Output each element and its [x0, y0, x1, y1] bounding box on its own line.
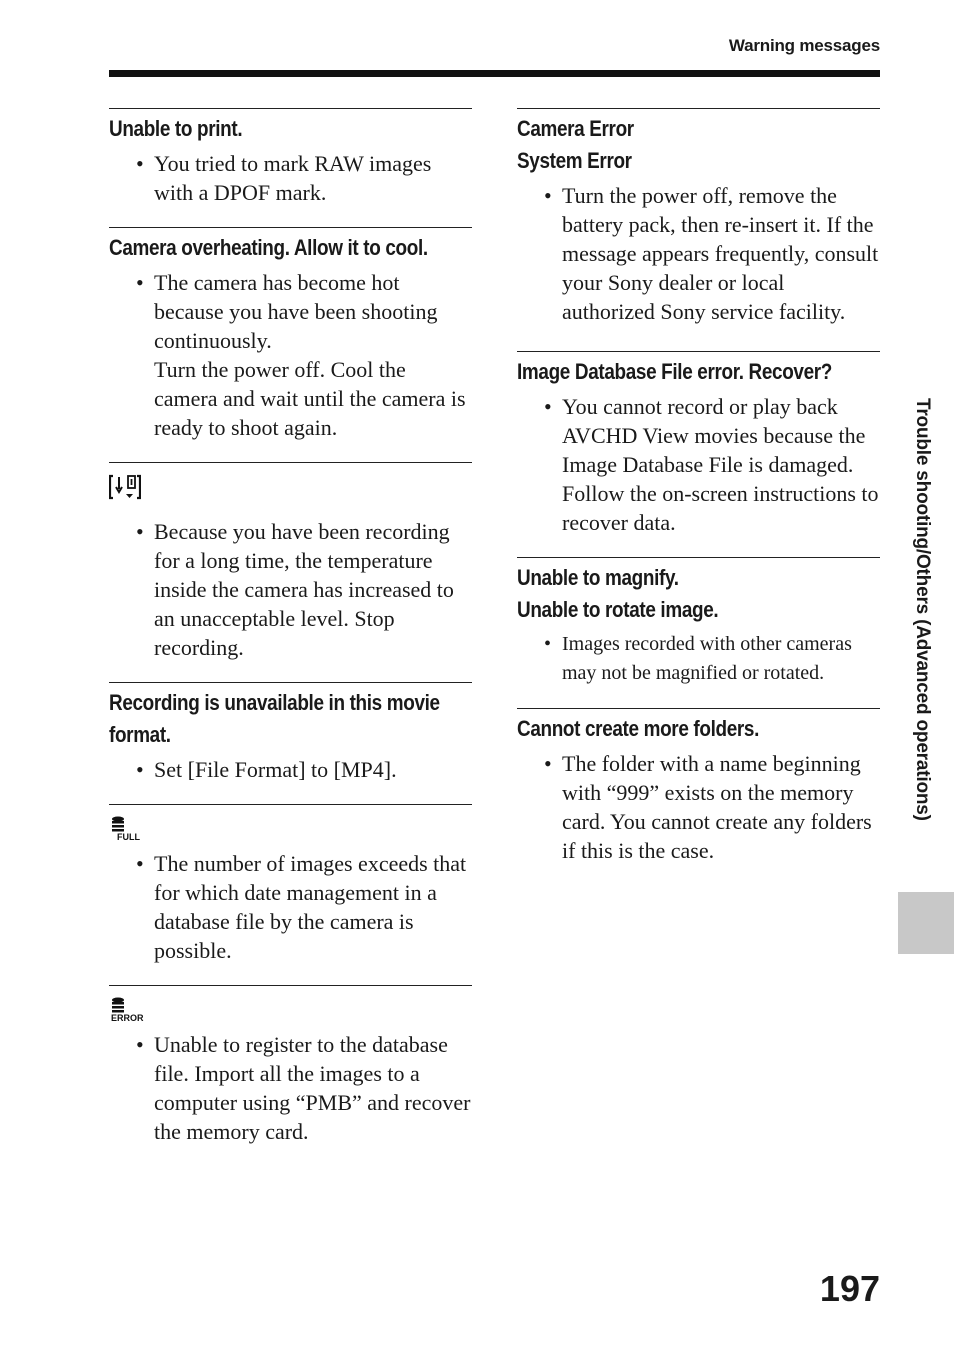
- section-unable-to-magnify: [517, 557, 880, 688]
- bullet-list: [517, 181, 880, 326]
- section-database-error: [109, 985, 472, 1146]
- icon-row: [109, 467, 472, 513]
- section-title: Cannot create more folders.: [517, 716, 759, 741]
- section-title: Recording is unavailable in this movie format.: [109, 690, 440, 747]
- bullet-list: [109, 849, 472, 965]
- header-title: Warning messages: [728, 36, 880, 55]
- bullet-item: • The number of images exceeds that for which date management in a database file by the camera is possible.: [109, 849, 472, 965]
- section-unable-to-print: [109, 108, 472, 207]
- bullet-item: • Unable to register to the database file. Import all the images to a computer using “PMB” and recover the memory card.: [109, 1030, 472, 1146]
- bullet-item: • You cannot record or play back AVCHD View movies because the Image Database File is damaged. Follow the on-screen instructions to recover data.: [517, 392, 880, 537]
- bullet-text: The camera has become hot because you have been shooting continuously.: [154, 270, 438, 353]
- bullet-list: [517, 630, 880, 688]
- left-column: [109, 108, 472, 1146]
- section-title: Image Database File error. Recover?: [517, 359, 833, 384]
- bullet-item: • Because you have been recording for a long time, the temperature inside the camera has increased to an unacceptable level. Stop recording.: [109, 517, 472, 662]
- icon-row: [109, 809, 472, 845]
- page-number: 197: [819, 1268, 880, 1309]
- section-database-file-error: [517, 351, 880, 537]
- icon-caption: ERROR: [111, 1013, 144, 1022]
- section-camera-overheating: [109, 227, 472, 442]
- section-title: Camera Error: [517, 116, 634, 141]
- section-movie-format: [109, 682, 472, 784]
- section-temperature-warning: [109, 462, 472, 662]
- bullet-item: [109, 268, 472, 442]
- section-database-full: [109, 804, 472, 965]
- section-cannot-create-folders: [517, 708, 880, 865]
- bullet-item: • You tried to mark RAW images with a DPOF mark.: [109, 149, 472, 207]
- bullet-list: [109, 149, 472, 207]
- side-tab-label: Trouble shooting/Others (Advanced operations): [912, 398, 933, 821]
- section-camera-error: [517, 108, 880, 326]
- bullet-list: [109, 755, 472, 784]
- header-rule: [109, 70, 880, 77]
- database-error-icon: [109, 996, 149, 1022]
- bullet-list: [517, 749, 880, 865]
- section-title: Unable to magnify.: [517, 565, 679, 590]
- bullet-item: • Images recorded with other cameras may not be magnified or rotated.: [517, 630, 880, 688]
- section-title: Unable to print.: [109, 116, 243, 141]
- bullet-continuation: Turn the power off. Cool the camera and wait until the camera is ready to shoot again.: [154, 357, 466, 440]
- bullet-list: [109, 517, 472, 662]
- section-title: Camera overheating. Allow it to cool.: [109, 235, 428, 260]
- section-title: Unable to rotate image.: [517, 597, 719, 622]
- temperature-warning-icon: [109, 473, 141, 501]
- bullet-item: • The folder with a name beginning with “999” exists on the memory card. You cannot create any folders if this is the case.: [517, 749, 880, 865]
- bullet-list: [517, 392, 880, 537]
- icon-caption: FULL: [117, 832, 140, 841]
- bullet-item: • Turn the power off, remove the battery pack, then re-insert it. If the message appears frequently, consult your Sony dealer or local authorized Sony service facility.: [517, 181, 880, 326]
- bullet-list: [109, 1030, 472, 1146]
- section-title: System Error: [517, 148, 632, 173]
- bullet-item: • Set [File Format] to [MP4].: [109, 755, 472, 784]
- right-column: [517, 108, 880, 865]
- side-tab-marker: [898, 892, 954, 954]
- bullet-list: [109, 268, 472, 442]
- icon-row: [109, 990, 472, 1026]
- database-full-icon: [109, 815, 149, 841]
